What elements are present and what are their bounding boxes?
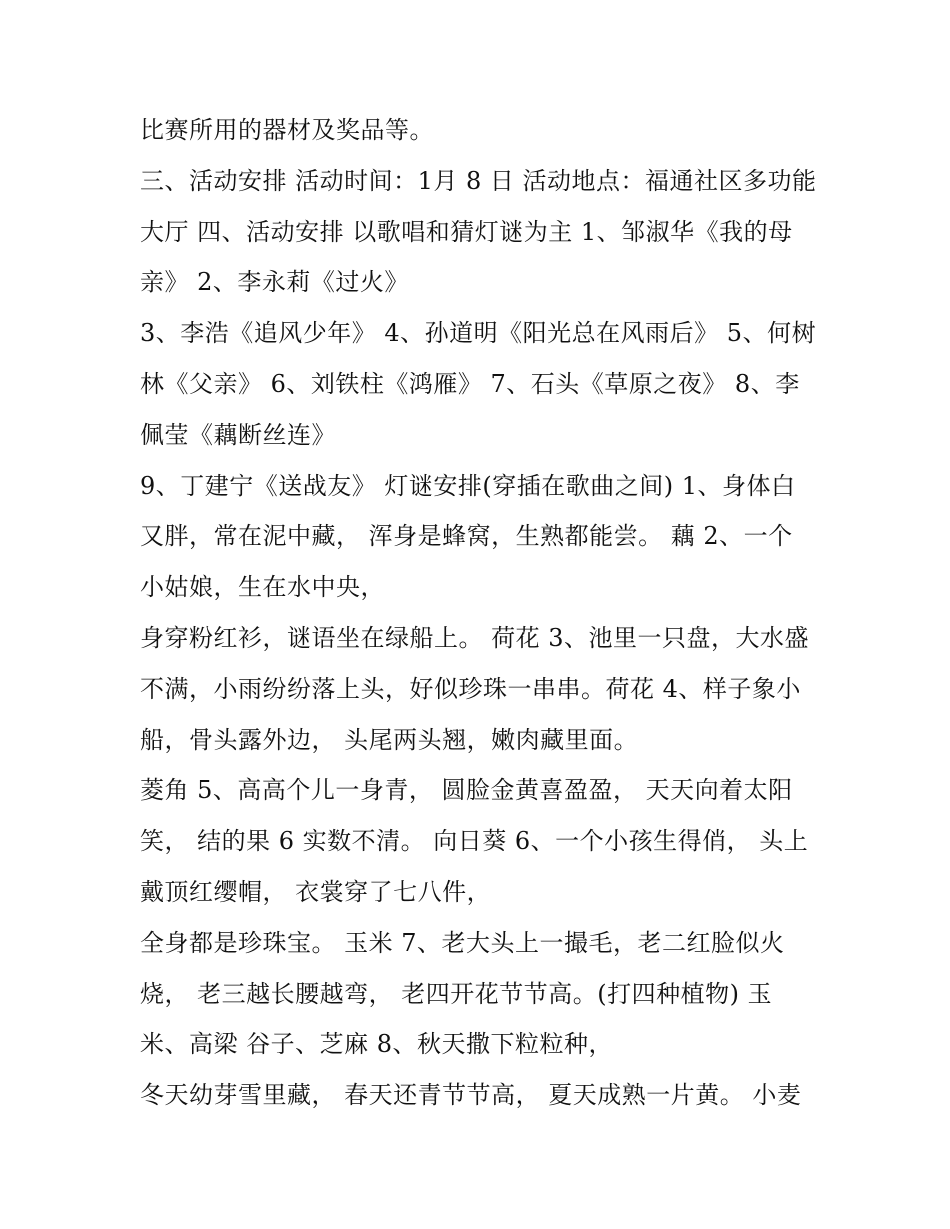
text-line: 三、活动安排 活动时间：1月 8 日 活动地点：福通社区多功能 <box>140 166 817 195</box>
text-line: 比赛所用的器材及奖品等。 <box>140 116 434 144</box>
text-line: 米、高梁 谷子、芝麻 8、秋天撒下粒粒种， <box>140 1030 614 1059</box>
text-line: 烧， 老三越长腰越弯， 老四开花节节高。(打四种植物) 玉 <box>140 979 773 1008</box>
text-line: 小姑娘，生在水中央， <box>140 573 385 602</box>
text-line: 大厅 四、活动安排 以歌唱和猜灯谜为主 1、邹淑华《我的母 <box>140 217 793 246</box>
text-line: 船，骨头露外边， 头尾两头翘，嫩肉藏里面。 <box>140 725 639 754</box>
text-line: 林《父亲》 6、刘铁柱《鸿雁》 7、石头《草原之夜》 8、李 <box>140 369 800 398</box>
text-line: 全身都是珍珠宝。 玉米 7、老大头上一撮毛，老二红脸似火 <box>140 928 785 957</box>
text-line: 冬天幼芽雪里藏， 春天还青节节高， 夏天成熟一片黄。 小麦 <box>140 1081 802 1110</box>
text-line: 身穿粉红衫，谜语坐在绿船上。 荷花 3、池里一只盘，大水盛 <box>140 623 810 652</box>
text-line: 亲》 2、李永莉《过火》 <box>140 268 409 297</box>
text-line: 3、李浩《追风少年》 4、孙道明《阳光总在风雨后》 5、何树 <box>140 319 817 348</box>
text-line: 9、丁建宁《送战友》 灯谜安排(穿插在歌曲之间) 1、身体白 <box>140 471 796 500</box>
document-body <box>140 105 820 1121</box>
text-line: 笑， 结的果 6 实数不清。 向日葵 6、一个小孩生得俏， 头上 <box>140 827 809 856</box>
text-line: 戴顶红缨帽， 衣裳穿了七八件， <box>140 877 492 906</box>
text-line: 菱角 5、高高个儿一身青， 圆脸金黄喜盈盈， 天天向着太阳 <box>140 776 793 805</box>
text-line: 又胖，常在泥中藏， 浑身是蜂窝，生熟都能尝。 藕 2、一个 <box>140 522 793 551</box>
text-line: 不满，小雨纷纷落上头，好似珍珠一串串。荷花 4、样子象小 <box>140 674 801 703</box>
text-line: 佩莹《藕断丝连》 <box>140 420 336 449</box>
